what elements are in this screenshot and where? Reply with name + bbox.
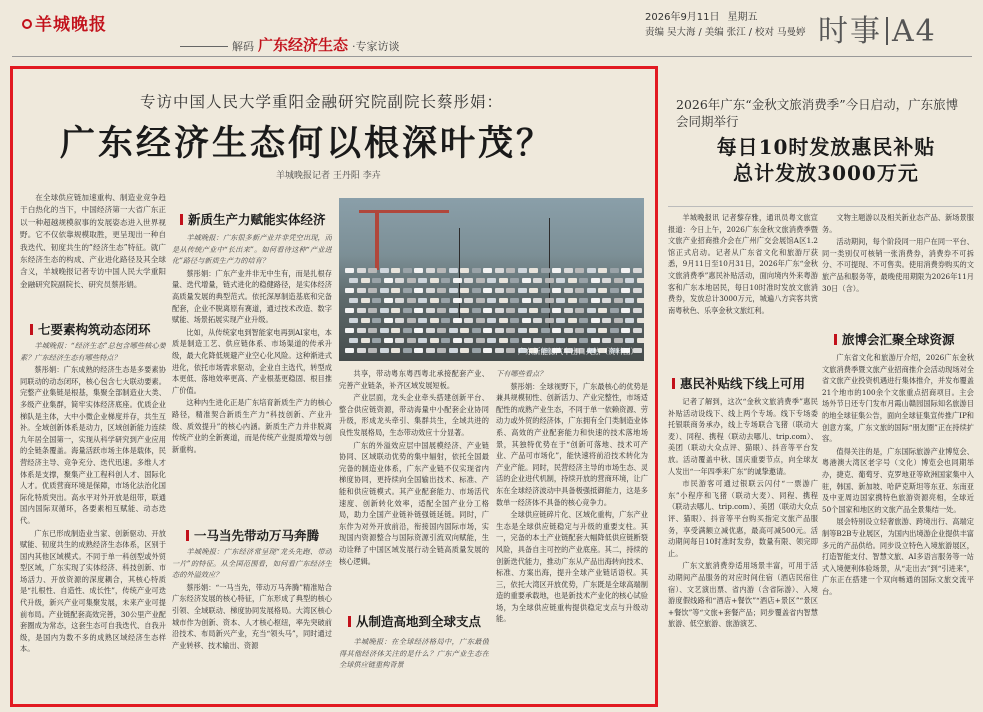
car-shape <box>564 288 573 293</box>
car-shape <box>357 328 366 333</box>
car-shape <box>545 338 554 343</box>
car-shape <box>621 308 630 313</box>
car-shape <box>587 328 596 333</box>
car-shape <box>426 348 435 353</box>
section-name: 时事 <box>818 14 882 49</box>
side-a-p3: 市民游客可通过银联云闪付“一票游广东”小程序和飞猪（联动大麦）、同程、携程（联动去哪儿、trip.com）、美团（联动大众点评、猫眼）、抖音等平台购买指定文旅产品服务，享受满额立减优惠，最高可减500元。活动期间每日10时准时发券，数量有限、领完即止。 <box>668 479 818 558</box>
side-column-a-body <box>668 396 818 702</box>
car-shape <box>430 318 439 323</box>
car-shape <box>598 268 607 273</box>
car-shape <box>614 338 623 343</box>
car-shape <box>575 308 584 313</box>
car-shape <box>449 328 458 333</box>
side-divider <box>668 206 973 207</box>
car-shape <box>361 278 370 283</box>
car-shape <box>349 338 358 343</box>
car-shape <box>602 298 611 303</box>
car-shape <box>541 288 550 293</box>
side-title-line-1: 每日10时发放惠民补贴 <box>716 135 936 159</box>
car-shape <box>357 308 366 313</box>
car-shape <box>522 318 531 323</box>
answer-4b: 全球供应链碎片化、区域化重构，广东产业生态是全球供应链稳定与升级的重要支柱。其一，完备的本土产业链配套大幅降低供应链断裂风险，具备自主可控的产业底座。其二，持续的创新迭代能力，推动广东从产品出海转向技术、标准、方案出海，提升全球产业链话语权。其三，依托大湾区开放优势，广东既是全球高端制造的重要承载地，也是新技术产业化的核心试验场，为全球供应链重构提供稳定支点与升级动能。 <box>496 510 648 624</box>
car-shape <box>414 348 423 353</box>
question-2: 羊城晚报：广东很多新产业并非凭空出现，而是从传统产业中“长出来”。如何看待这种“产业进化”路径与新质生产力的培育？ <box>172 233 332 266</box>
side-column-b-top <box>822 212 974 322</box>
car-shape <box>437 268 446 273</box>
car-shape <box>564 308 573 313</box>
col3-p2: 产业层面，龙头企业牵头搭建创新平台、整合供应链资源，带动海量中小配套企业协同升级，形成龙头牵引、集群共生，全域共进的良性发展格局，生态带动效应十分显著。 <box>339 393 489 437</box>
car-shape <box>437 288 446 293</box>
car-shape <box>391 308 400 313</box>
car-shape <box>453 298 462 303</box>
column-2-lower <box>172 546 332 702</box>
car-shape <box>418 298 427 303</box>
car-shape <box>487 278 496 283</box>
question-4: 羊城晚报：在全球经济格局中，广东最值得其他经济体关注的是什么？广东产业生态在全球供应链重构背景 <box>339 637 489 670</box>
car-shape <box>533 298 542 303</box>
col3-p3: 广东的外溢效应层中国展模经济、产业链协同、区域联动优势的集中辐射，依托全国最完备的制造业体系，广东产业链不仅实现省内梯度协同，更持续向全国输出技术、标准、产能和供应链模式。其产业配套能力、市场活代速度、创新转化效率，适配全国产业分工格局，助力全国产业链补链强链延链。同时，广东作为对外开放前沿，衔接国内国际市场，实现国内资源整合与国际资源引流双向赋能，生动诠释了中国区域发展行动全链高质量发展的核心逻辑。 <box>339 440 489 566</box>
car-shape <box>391 288 400 293</box>
car-shape <box>598 328 607 333</box>
car-shape <box>441 338 450 343</box>
car-shape <box>637 318 645 323</box>
car-shape <box>384 338 393 343</box>
car-shape <box>391 328 400 333</box>
car-shape <box>579 338 588 343</box>
car-shape <box>472 308 481 313</box>
column-3-lower <box>339 636 489 702</box>
crane-shape <box>375 210 379 270</box>
car-shape <box>464 318 473 323</box>
car-shape <box>368 328 377 333</box>
car-shape <box>426 308 435 313</box>
car-shape <box>529 308 538 313</box>
issue-date <box>645 8 766 23</box>
answer-3a: 蔡彤娟：“一马当先，带动万马奔腾”精准贴合广东经济发展的核心特征，广东形成了典型的核心引领、全域联动、梯度协同发展格局。大湾区核心城市作为创新、资本、人才核心枢纽，率先突破前沿技术、布局新兴产业，充当“领头马”，同时通过产业转移、技术输出、资源 <box>172 582 332 650</box>
car-shape <box>522 298 531 303</box>
car-shape <box>552 328 561 333</box>
car-shape <box>430 298 439 303</box>
side-a-p2: 记者了解到，这次“金秋文旅消费季”惠民补贴活动设线下、线上两个专场。线下专场委托银联商务承办，线上专场联合飞猪（联动大麦）、同程、携程（联动去哪儿、trip.com）、美团（联动大众点评、猫眼）、抖音等平台发放。活动覆盖中秋、国庆重要节点，向全球友人发出“一年四季来广东”的诚挚邀请。 <box>668 397 818 476</box>
car-shape <box>556 298 565 303</box>
car-shape <box>449 308 458 313</box>
kicker-right: ·专家访谈 <box>352 40 400 53</box>
car-shape <box>552 288 561 293</box>
car-shape <box>591 298 600 303</box>
car-shape <box>591 318 600 323</box>
car-shape <box>529 328 538 333</box>
car-shape <box>472 328 481 333</box>
car-shape <box>391 268 400 273</box>
article-pre-title: 专访中国人民大学重阳金融研究院副院长蔡彤娟： <box>140 93 504 111</box>
masthead-divider <box>12 56 972 57</box>
car-shape <box>349 298 358 303</box>
car-shape <box>395 278 404 283</box>
side-title <box>676 134 976 186</box>
column-kicker <box>180 34 400 55</box>
car-shape <box>407 338 416 343</box>
car-shape <box>384 278 393 283</box>
car-shape <box>460 288 469 293</box>
car-shape <box>418 318 427 323</box>
car-shape <box>545 318 554 323</box>
answer-2a: 蔡彤娟：广东产业并非无中生有，而是扎根存量、迭代增量，链式进化的稳健路径，是实体经济高质量发展的典型范式。依托深厚制造基底和完备配套，企业不脱离原有赛道，通过技术改造、数字赋能、场景拓展实现产业升级。 <box>172 268 332 325</box>
newspaper-logo <box>22 10 107 35</box>
car-shape <box>564 268 573 273</box>
car-shape <box>495 308 504 313</box>
section-divider <box>886 17 888 45</box>
car-shape <box>587 308 596 313</box>
kicker-rule <box>180 46 228 47</box>
car-shape <box>621 288 630 293</box>
car-shape <box>441 318 450 323</box>
car-shape <box>499 278 508 283</box>
car-shape <box>495 268 504 273</box>
car-shape <box>391 348 400 353</box>
car-shape <box>568 298 577 303</box>
car-shape <box>518 288 527 293</box>
car-shape <box>575 328 584 333</box>
side-column-b-body <box>822 352 974 702</box>
car-shape <box>610 288 619 293</box>
car-shape <box>395 318 404 323</box>
car-shape <box>464 338 473 343</box>
car-shape <box>506 308 515 313</box>
car-shape <box>598 308 607 313</box>
answer-1b: 广东已形成制造业当家、创新驱动、开放赋能、韧度共生的成熟经济生态体系，区别于国内其他区域模式。不同于单一科创型或外贸型区域，广东实现了实体经济、科技创新、市场活力、开放资源的深度耦合，其核心特质是“扎根性、自造性、成长性”，传统产业可迭代升级，新兴产业可集聚发展，未来产业可提前布局。产业链配套高效完善，30公里产业配套圈成为常态，这套生态可自我迭代、自我升级，是国内为数不多的成熟区域经济生态样本。 <box>20 528 166 654</box>
car-shape <box>499 338 508 343</box>
car-shape <box>510 338 519 343</box>
car-shape <box>372 318 381 323</box>
car-shape <box>529 288 538 293</box>
light-pole <box>459 228 460 318</box>
car-shape <box>380 308 389 313</box>
car-shape <box>407 318 416 323</box>
car-shape <box>357 288 366 293</box>
car-shape <box>414 328 423 333</box>
car-shape <box>453 278 462 283</box>
answer-1a: 蔡彤娟：广东成熟的经济生态是多要素协同联动的动态闭环，核心包含七大联动要素。完整产业集链是根基，集聚全部制造业大类、多级产业集群，简牢实体经济底座。优质企业梯队是主体，大中小微企业梯度并存，共生互补。全域创新体系是动力，区域创新能力连续九年居全国第一，实现从科学研究到产业应用的全链条覆盖。海量活跃市场主体是载体，民营经济主导、竞争充分、迭代迅速。多维人才体系是支撑，聚集产业工程科创人才、国际化人才。优质营商环境是保障，市场化法治化国际化特质突出。高水平对外开放是纽带，联通国内国际双循环，各要素相互赋能、动态迭代。 <box>20 365 166 525</box>
answer-2c: 这种内生进化正是广东培育新质生产力的核心路径，精准契合新质生产力“科技创新、产业升级、质效提升”的核心内涵。新质生产力并非脱离传统产业的全新赛道，而是传统产业提质增效与创新重构。 <box>172 398 332 454</box>
car-shape <box>545 298 554 303</box>
car-shape <box>591 278 600 283</box>
car-shape <box>495 328 504 333</box>
logo-mark-icon <box>22 19 32 29</box>
car-shape <box>357 348 366 353</box>
subheading-subsidy: 惠民补贴线下线上可用 <box>672 374 805 392</box>
car-shape <box>568 318 577 323</box>
car-shape <box>384 318 393 323</box>
car-shape <box>345 268 354 273</box>
car-shape <box>414 288 423 293</box>
side-b-p1: 文物主题游以及相关新业态产品、新场景服务。 <box>822 213 974 234</box>
car-shape <box>541 268 550 273</box>
subheading-seven-elements: 七要素构筑动态闭环 <box>30 320 151 338</box>
car-shape <box>372 278 381 283</box>
car-shape <box>545 278 554 283</box>
subheading-new-productivity: 新质生产力赋能实体经济 <box>180 210 326 228</box>
car-shape <box>472 348 481 353</box>
car-shape <box>487 298 496 303</box>
car-shape <box>633 268 642 273</box>
car-shape <box>372 338 381 343</box>
question-3: 羊城晚报：广东经济常呈现“龙头先跑、带动一片”的特征。从全国范围看，如何看广东经济生态的外溢效应？ <box>172 547 332 580</box>
car-shape <box>610 268 619 273</box>
car-shape <box>426 328 435 333</box>
car-shape <box>460 348 469 353</box>
car-shape <box>564 328 573 333</box>
car-shape <box>506 348 515 353</box>
car-shape <box>345 328 354 333</box>
car-shape <box>610 308 619 313</box>
car-shape <box>637 338 645 343</box>
car-shape <box>430 338 439 343</box>
column-2-body <box>172 232 332 510</box>
car-shape <box>522 278 531 283</box>
crane-arm <box>359 210 449 213</box>
section-label <box>818 6 937 50</box>
car-shape <box>464 278 473 283</box>
side-a-p4: 广东文旅消费券适用场景丰富，可用于活动期间产品服务的对应时间住宿（酒店民宿住宿）、文艺演出票、省内游（含省际游）、入境游度假线路和“酒店+餐饮”“酒店+景区”“景区+餐饮”等“文旅+套餐产品；同步覆盖省内智慧旅游、低空旅游、旅游演艺、 <box>668 561 818 629</box>
car-shape <box>625 318 634 323</box>
car-shape <box>625 338 634 343</box>
side-b-p4: 值得关注的是，广东国际旅游产业博览会、粤港澳大湾区老字号（文化）博览会也同期举办，捷克、葡萄牙、克罗地亚等欧洲国家集中入驻，韩国、新加坡、哈萨克斯坦等东亚、东南亚及中亚周边国家携特色旅游资源亮相，全球近50个国家和地区的文旅产品全景集结一处。 <box>822 446 974 514</box>
car-shape <box>529 268 538 273</box>
car-shape <box>407 278 416 283</box>
article-lead <box>20 192 166 316</box>
car-shape <box>403 328 412 333</box>
weekday-text: 星期五 <box>727 12 758 23</box>
car-shape <box>345 308 354 313</box>
car-shape <box>483 288 492 293</box>
column-4-body <box>496 368 648 702</box>
car-shape <box>430 278 439 283</box>
car-shape <box>614 318 623 323</box>
car-shape <box>414 308 423 313</box>
car-shape <box>510 278 519 283</box>
car-shape <box>487 318 496 323</box>
car-shape <box>506 328 515 333</box>
car-shape <box>495 348 504 353</box>
article-byline: 羊城晚报记者 王丹阳 李卉 <box>276 171 381 181</box>
car-shape <box>556 318 565 323</box>
car-shape <box>487 338 496 343</box>
car-shape <box>495 288 504 293</box>
subheading-global-pivot: 从制造高地到全球支点 <box>348 612 481 630</box>
kicker-brand: 广东经济生态 <box>258 36 349 54</box>
car-shape <box>598 288 607 293</box>
car-shape <box>621 328 630 333</box>
car-shape <box>483 308 492 313</box>
car-shape <box>472 268 481 273</box>
car-shape <box>625 298 634 303</box>
car-shape <box>426 288 435 293</box>
car-shape <box>568 278 577 283</box>
car-shape <box>453 318 462 323</box>
car-shape <box>426 268 435 273</box>
col3-p1: 共享，带动粤东粤西粤北承接配套产业、完善产业链条，补齐区域发展短板。 <box>339 369 489 390</box>
car-shape <box>568 338 577 343</box>
car-shape <box>633 308 642 313</box>
car-shape <box>349 318 358 323</box>
car-shape <box>380 268 389 273</box>
side-b-p5: 展会特别设立轻奢旅游、跨境出行、高端定制等B2B专业展区，为国内出境游企业提供丰富多元的产品供给。同步设立特色入境旅游展区，打造智能支付、智慧文旅、AI多语言服务等一站式入境便利体验场景，从“走出去”到“引进来”，广东正在搭建一个双向畅通的国际文旅交流平台。 <box>822 517 974 596</box>
car-shape <box>437 328 446 333</box>
car-shape <box>476 278 485 283</box>
side-a-p1: 羊城晚报讯 记者黎存雅，通讯员粤文旅宣报道：今日上午，2026广东金秋文旅消费季暨文旅产业招商推介会在广州广交会展馆A区1.2馆正式启动。记者从广东省文化和旅游厅获悉，9月11日至10月31日，2026年广东“金秋文旅消费季”惠民补贴活动，面向境内外来粤游客和广东本地居民，每日10时准时发放文旅消费券，发放总计3000万元，城遍八方宾客共赏南粤秋色、乐享金秋文旅红利。 <box>668 213 818 315</box>
car-shape <box>510 298 519 303</box>
car-shape <box>449 348 458 353</box>
car-shape <box>476 298 485 303</box>
car-shape <box>357 268 366 273</box>
car-shape <box>380 288 389 293</box>
car-shape <box>464 298 473 303</box>
car-shape <box>602 278 611 283</box>
car-shape <box>403 308 412 313</box>
car-shape <box>637 278 645 283</box>
car-shape <box>499 298 508 303</box>
logo-text: 羊城晚报 <box>35 15 107 35</box>
car-shape <box>407 298 416 303</box>
car-shape <box>579 298 588 303</box>
answer-2b: 比如，从传统家电到智能家电再到AI家电，本质是制造工艺、供应链体系、市场渠道的传承升级，最大化降低规避产业空心化风险。这种渐进式进化，依托市场需求驱动，企业自主选代，转型成本更低、落地效率更高、产业根基更稳固、根目推广价值。 <box>172 327 332 395</box>
side-b-p2: 活动期间，每个阶段同一用户在同一平台、同一类别仅可核销一张消费券，消费券不可拆分、不可提现、不可售卖。使用消费券购买的文旅产品和服务等，最晚使用期限为2026年11月30日（含）。 <box>822 237 974 293</box>
car-shape <box>368 268 377 273</box>
car-shape <box>345 288 354 293</box>
car-shape <box>633 288 642 293</box>
car-shape <box>506 288 515 293</box>
car-shape <box>552 268 561 273</box>
car-shape <box>403 288 412 293</box>
car-shape <box>361 338 370 343</box>
car-shape <box>575 268 584 273</box>
side-b-p3: 广东省文化和旅游厅介绍，2026广东金秋文旅消费季暨文旅产业招商推介会活动现场对全省文旅产业投资机遇进行集体推介，并发布覆盖21个地市的100余个文旅重点招商项目。主会场外节日还专门发布月霞山赣园国际知名旅游目的地全球征集公告，面向全球征集宣传推广IP和创意方案，广东文旅的国际“朋友圈”正在持续扩容。 <box>822 353 974 444</box>
car-shape <box>414 268 423 273</box>
car-shape <box>441 278 450 283</box>
column-1-body <box>20 340 166 702</box>
side-title-line-2: 总计发放3000万元 <box>733 161 919 185</box>
car-shape <box>556 338 565 343</box>
car-shape <box>556 278 565 283</box>
car-shape <box>361 318 370 323</box>
car-shape <box>476 318 485 323</box>
car-shape <box>460 328 469 333</box>
car-shape <box>518 308 527 313</box>
kicker-left: 解码 <box>232 40 254 53</box>
car-shape <box>552 308 561 313</box>
car-shape <box>368 308 377 313</box>
article-title: 广东经济生态何以根深叶茂？ <box>60 123 555 164</box>
lead-paragraph: 在全球供应链加速重构、制造业竞争趋于白热化的当下，中国经济第一大省广东正以一种超越规模叙事的发展姿态进入世界视野。它不仅依靠规模取胜，更呈现出一种自我迭代、韧度共生的“经济生态”特征。就广东经济生态的构成、产业进化路径及其全球含义，羊城晚报记者专访中国人民大学重阳金融研究院副院长、研究员蔡彤娟。 <box>20 193 166 289</box>
car-shape <box>591 338 600 343</box>
car-shape <box>625 278 634 283</box>
masthead <box>0 0 983 60</box>
car-shape <box>541 328 550 333</box>
date-text: 2026年9月11日 <box>645 12 720 23</box>
car-shape <box>395 338 404 343</box>
car-shape <box>372 298 381 303</box>
car-shape <box>483 268 492 273</box>
car-shape <box>368 288 377 293</box>
car-shape <box>345 348 354 353</box>
car-shape <box>483 348 492 353</box>
car-shape <box>418 278 427 283</box>
car-shape <box>476 338 485 343</box>
car-shape <box>441 298 450 303</box>
car-shape <box>361 298 370 303</box>
answer-4a: 蔡彤娟：全球视野下，广东最核心的优势是兼具规模韧性、创新活力、产业完整性，市场适配性的成熟产业生态，不同于单一依赖资源、劳动力或外贸的经济体，广东拥有全门类制造业体系、高效的产业配套能力和快速的技术落地场景，其独特优势在于“创新可落地、技术可产业、产品可市场化”，能快速将前沿技术转化为产业产能。同时，民营经济主导的市场生态、灵活的企业进代机制，持续开放的营商环境，让广东在全球经济波动中具备极强抵御能力，这是多数单一经济体不具备的核心竞争力。 <box>496 381 648 507</box>
car-shape <box>403 348 412 353</box>
car-shape <box>587 268 596 273</box>
car-shape <box>349 278 358 283</box>
car-shape <box>614 278 623 283</box>
car-shape <box>522 338 531 343</box>
car-shape <box>621 268 630 273</box>
page-number: A4 <box>892 14 937 49</box>
car-shape <box>533 318 542 323</box>
car-shape <box>541 308 550 313</box>
car-shape <box>437 348 446 353</box>
side-pre-title: 2026年广东“金秋文旅消费季”今日启动，广东旅博会同期举行 <box>676 97 959 129</box>
subheading-travel-expo: 旅博会汇聚全球资源 <box>834 330 955 348</box>
car-shape <box>483 328 492 333</box>
editor-credits: 责编 吴大海 / 美编 张江 / 校对 马曼婷 <box>645 27 806 38</box>
car-shape <box>499 318 508 323</box>
car-shape <box>610 328 619 333</box>
car-shape <box>380 348 389 353</box>
car-shape <box>449 268 458 273</box>
car-shape <box>403 268 412 273</box>
car-shape <box>395 298 404 303</box>
car-shape <box>579 278 588 283</box>
car-shape <box>506 268 515 273</box>
car-shape <box>449 288 458 293</box>
car-shape <box>587 288 596 293</box>
car-shape <box>460 268 469 273</box>
car-shape <box>575 288 584 293</box>
news-photo <box>339 198 644 361</box>
car-shape <box>460 308 469 313</box>
car-shape <box>533 278 542 283</box>
car-shape <box>380 328 389 333</box>
subheading-one-horse: 一马当先带动万马奔腾 <box>186 526 319 544</box>
car-shape <box>418 338 427 343</box>
car-shape <box>614 298 623 303</box>
car-shape <box>453 338 462 343</box>
car-shape <box>533 338 542 343</box>
car-shape <box>510 318 519 323</box>
car-shape <box>633 328 642 333</box>
car-shape <box>368 348 377 353</box>
car-shape <box>384 298 393 303</box>
car-shape <box>637 298 645 303</box>
car-shape <box>518 328 527 333</box>
photo-caption: 广东新能源汽车出口火热（资料图） <box>518 347 638 356</box>
question-1: 羊城晚报：“经济生态”总包含哪些核心要素？广东经济生态有哪些特点？ <box>20 341 166 362</box>
question-4-end: 下有哪些看点？ <box>496 369 547 378</box>
side-column-a-top <box>668 212 818 362</box>
car-shape <box>579 318 588 323</box>
car-shape <box>602 318 611 323</box>
car-shape <box>437 308 446 313</box>
column-3-body <box>339 368 489 592</box>
car-shape <box>472 288 481 293</box>
car-shape <box>518 268 527 273</box>
car-shape <box>602 338 611 343</box>
